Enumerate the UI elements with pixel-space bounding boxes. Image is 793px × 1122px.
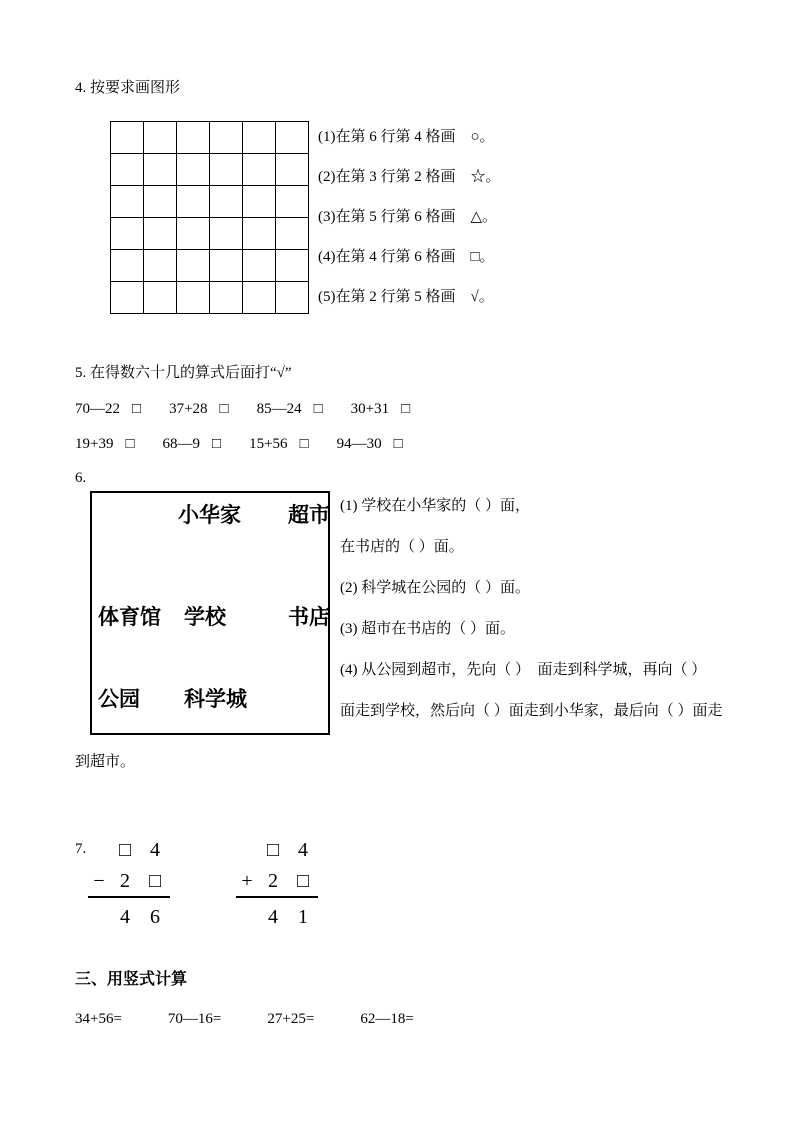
expression: 15+56 [249, 436, 288, 452]
grid-cell [243, 122, 276, 154]
grid-cell [276, 186, 309, 218]
digit: 4 [120, 905, 130, 928]
vertical-calc-group [88, 834, 318, 930]
grid-cell [243, 282, 276, 314]
expression-item [75, 436, 135, 453]
grid-cell [210, 186, 243, 218]
expression: 30+31 [350, 401, 390, 417]
grid-cell [210, 154, 243, 186]
digit: 2 [268, 869, 278, 892]
grid-cell [177, 218, 210, 250]
section-three-title: 三、用竖式计算 [75, 971, 188, 988]
grid-cell [276, 218, 309, 250]
question-line: (1) 学校在小华家的（ ）面， [340, 498, 530, 514]
grid-cell [144, 122, 177, 154]
instruction-line: (5)在第 2 行第 5 格画 √。 [318, 289, 494, 305]
grid-cell [111, 282, 144, 314]
answer-box: □ [401, 401, 411, 417]
expression-item [75, 401, 141, 418]
operator: + [241, 869, 253, 892]
digit: □ [296, 869, 310, 892]
map-label-supermarket: 超市 [288, 504, 330, 527]
calc-problem: 62—18= [360, 1011, 414, 1027]
grid-cell [210, 218, 243, 250]
digit: □ [118, 838, 132, 861]
grid-cell [276, 250, 309, 282]
expression: 85—24 [256, 401, 302, 417]
answer-box: □ [125, 436, 135, 452]
vertical-calc-problem [236, 834, 318, 930]
calc-result-row [236, 898, 318, 930]
grid-cell [144, 250, 177, 282]
grid-cell [243, 250, 276, 282]
calc-problem: 27+25= [267, 1011, 315, 1027]
grid-cell [177, 154, 210, 186]
section4-title: 4. 按要求画图形 [75, 80, 181, 96]
digit: 4 [298, 838, 308, 861]
grid-cell [144, 218, 177, 250]
vertical-calc-problem [88, 834, 170, 930]
grid-cell [276, 282, 309, 314]
grid-cell [243, 218, 276, 250]
expression-item [351, 401, 411, 418]
grid-cell [276, 154, 309, 186]
grid-cell [111, 218, 144, 250]
expression-item [249, 436, 309, 453]
section-three-problems [75, 1011, 414, 1028]
instruction-line: (1)在第 6 行第 4 格画 ○。 [318, 129, 495, 145]
answer-box: □ [313, 401, 323, 417]
grid-cell [243, 154, 276, 186]
section6-questions [340, 496, 780, 742]
map-label-bookstore: 书店 [288, 606, 330, 629]
grid-cell [177, 186, 210, 218]
answer-box: □ [132, 401, 142, 417]
map-label-science-city: 科学城 [184, 688, 247, 711]
grid-cell [111, 250, 144, 282]
map-label-gym: 体育馆 [98, 606, 161, 629]
map-label-park: 公园 [98, 688, 140, 711]
grid-cell [144, 186, 177, 218]
expression: 37+28 [169, 401, 208, 417]
calc-problem: 34+56= [75, 1011, 122, 1027]
location-map [90, 491, 330, 735]
calc-top-row [236, 834, 318, 866]
section6-label: 6. [75, 470, 87, 486]
question-line: (4) 从公园到超市，先向（ ） 面走到科学城，再向（ ） [340, 662, 707, 678]
section4-instructions [318, 127, 501, 327]
question-continuation: 到超市。 [75, 754, 136, 770]
digit: 6 [150, 905, 160, 928]
digit: 2 [120, 869, 130, 892]
calc-result-row [88, 898, 170, 930]
grid-cell [210, 250, 243, 282]
question-line: 在书店的（ ）面。 [340, 539, 464, 555]
question-line: 面走到学校，然后向（ ）面走到小华家，最后向（ ）面走 [340, 703, 723, 719]
calc-problem: 70—16= [167, 1011, 222, 1027]
expression-item [257, 401, 323, 418]
answer-box: □ [212, 436, 222, 452]
instruction-line: (2)在第 3 行第 2 格画 ☆。 [318, 169, 501, 185]
digit: 4 [268, 905, 278, 928]
expression: 70—22 [75, 401, 120, 417]
expression: 94—30 [336, 436, 382, 452]
expression-item [337, 436, 403, 453]
answer-box: □ [299, 436, 309, 452]
question-line: (3) 超市在书店的（ ）面。 [340, 621, 515, 637]
grid-cell [111, 186, 144, 218]
section5-row2 [75, 436, 403, 453]
drawing-grid [110, 121, 309, 314]
section5-title: 5. 在得数六十几的算式后面打“√” [75, 365, 292, 381]
grid-cell [210, 282, 243, 314]
grid-cell [111, 154, 144, 186]
answer-box: □ [219, 401, 229, 417]
grid-cell [210, 122, 243, 154]
expression-item [163, 436, 222, 453]
grid-cell [276, 122, 309, 154]
section5-row1 [75, 401, 410, 418]
grid-cell [144, 282, 177, 314]
expression: 68—9 [162, 436, 201, 452]
grid-cell [177, 282, 210, 314]
calc-mid-row [88, 866, 170, 898]
map-label-school: 学校 [184, 606, 226, 629]
instruction-line: (3)在第 5 行第 6 格画 △。 [318, 209, 498, 225]
map-label-home: 小华家 [178, 504, 241, 527]
expression: 19+39 [75, 436, 114, 452]
grid-cell [177, 122, 210, 154]
instruction-line: (4)在第 4 行第 6 格画 □。 [318, 249, 495, 265]
grid-cell [144, 154, 177, 186]
digit: □ [266, 838, 280, 861]
grid-cell [177, 250, 210, 282]
digit: 4 [150, 838, 160, 861]
expression-item [169, 401, 229, 418]
calc-top-row [88, 834, 170, 866]
grid-cell [243, 186, 276, 218]
operator: − [93, 869, 105, 892]
digit: □ [148, 869, 162, 892]
section7-label: 7. [75, 841, 87, 857]
grid-cell [111, 122, 144, 154]
answer-box: □ [393, 436, 403, 452]
digit: 1 [298, 905, 308, 928]
calc-mid-row [236, 866, 318, 898]
question-line: (2) 科学城在公园的（ ）面。 [340, 580, 530, 596]
